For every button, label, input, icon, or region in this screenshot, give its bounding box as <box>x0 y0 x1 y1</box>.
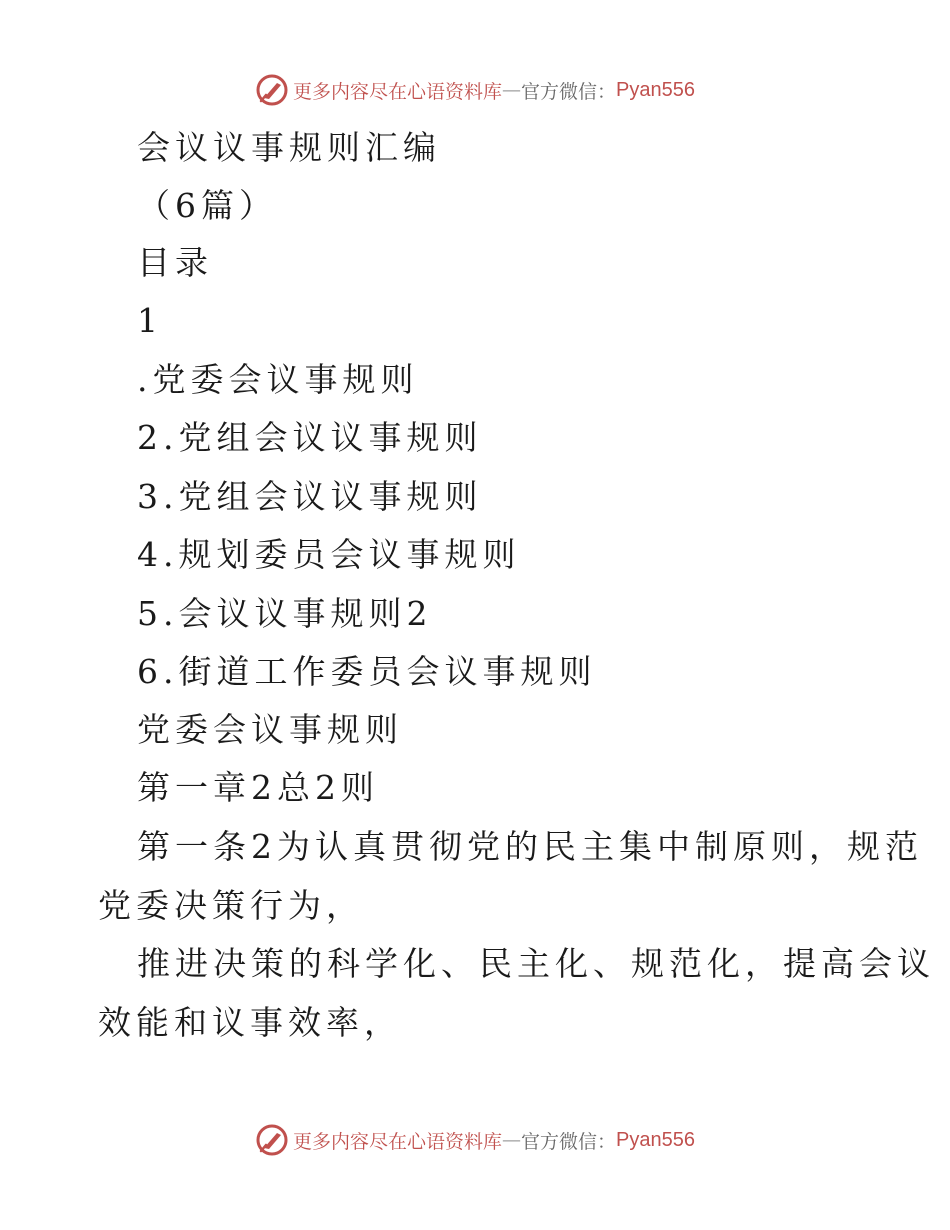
document-title: 会议议事规则汇编 <box>137 128 441 167</box>
header-banner <box>0 70 950 110</box>
banner-separator: — <box>502 79 522 101</box>
paragraph-line: 效能和议事效率， <box>98 1003 402 1042</box>
toc-item: 2.党组会议议事规则 <box>137 418 483 457</box>
banner-brand-text: 更多内容尽在心语资料库 <box>293 1130 503 1153</box>
toc-item: .党委会议事规则 <box>137 360 419 399</box>
banner-wechat-label: 官方微信： <box>521 80 617 103</box>
toc-number-1: 1 <box>137 301 163 340</box>
document-subtitle: （6篇） <box>137 186 277 225</box>
banner-wechat-label: 官方微信： <box>521 1130 617 1153</box>
toc-item: 6.街道工作委员会议事规则 <box>137 652 597 691</box>
chapter-title: 第一章2总2则 <box>137 768 379 807</box>
toc-item: 3.党组会议议事规则 <box>137 477 483 516</box>
quill-logo-icon <box>255 73 289 107</box>
toc-heading: 目录 <box>137 243 213 282</box>
toc-item: 5.会议议事规则2 <box>137 594 433 633</box>
banner-wechat-id: Pyan556 <box>616 78 695 101</box>
footer-banner <box>0 1120 950 1160</box>
toc-item: 4.规划委员会议事规则 <box>137 535 521 574</box>
banner-brand-text: 更多内容尽在心语资料库 <box>293 80 503 103</box>
paragraph-line: 推进决策的科学化、民主化、规范化，提高会议 <box>137 944 935 983</box>
paragraph-line: 第一条2为认真贯彻党的民主集中制原则，规范 <box>137 827 923 866</box>
banner-wechat-id: Pyan556 <box>616 1128 695 1151</box>
section-title: 党委会议事规则 <box>137 710 403 749</box>
paragraph-line: 党委决策行为， <box>98 886 364 925</box>
quill-logo-icon <box>255 1123 289 1157</box>
banner-separator: — <box>502 1129 522 1151</box>
